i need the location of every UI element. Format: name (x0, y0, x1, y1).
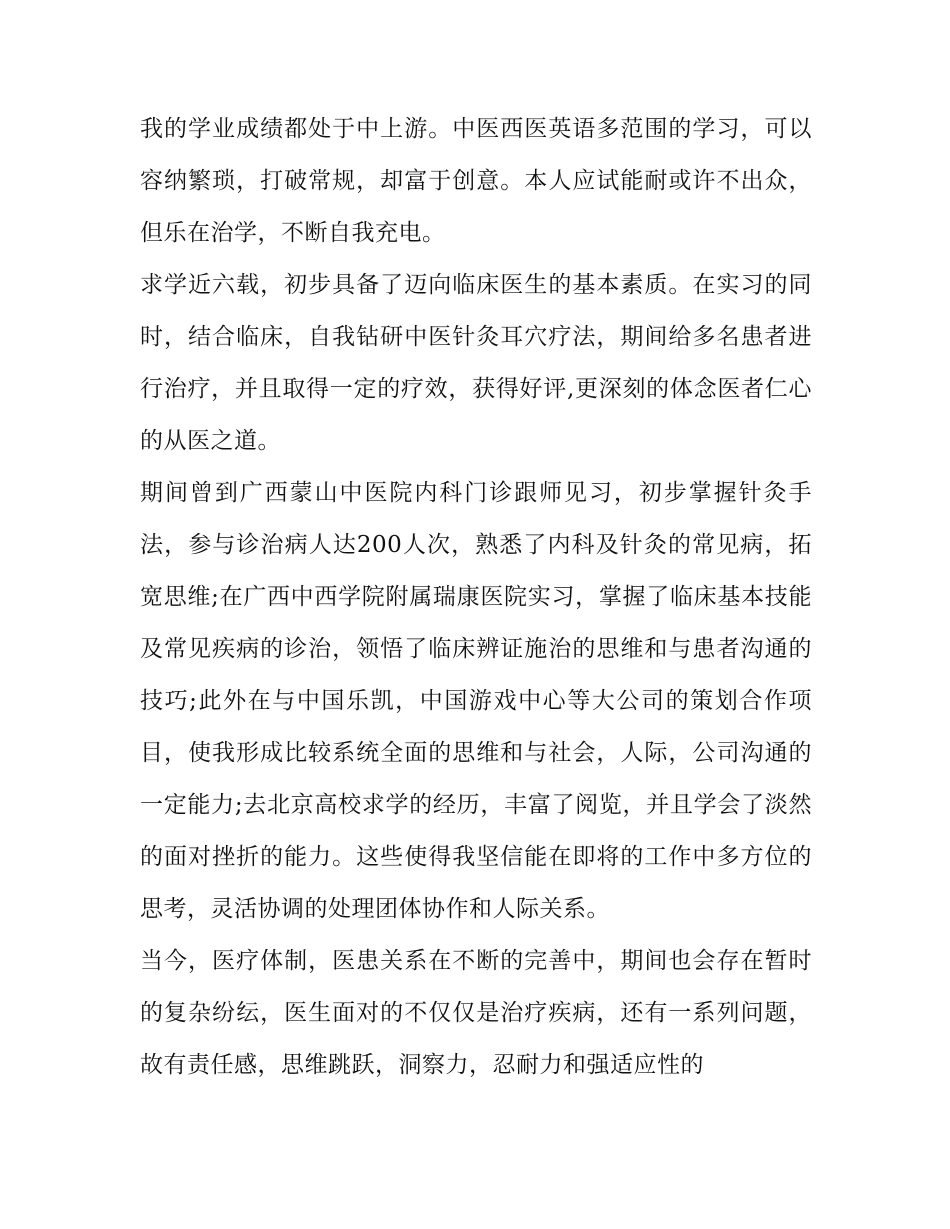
document-body (140, 103, 812, 1091)
paragraph-2: 求学近六载，初步具备了迈向临床医生的基本素质。在实习的同时，结合临床，自我钻研中医针灸耳穴疗法，期间给多名患者进行治疗，并且取得一定的疗效，获得好评,更深刻的体念医者仁心的从医之道。 (140, 272, 812, 454)
paragraph-3: 期间曾到广西蒙山中医院内科门诊跟师见习，初步掌握针灸手法，参与诊治病人达200人次，熟悉了内科及针灸的常见病，拓宽思维;在广西中西学院附属瑞康医院实习，掌握了临床基本技能及常见疾病的诊治，领悟了临床辨证施治的思维和与患者沟通的技巧;此外在与中国乐凯，中国游戏中心等大公司的策划合作项目，使我形成比较系统全面的思维和与社会，人际，公司沟通的一定能力;去北京高校求学的经历，丰富了阅览，并且学会了淡然的面对挫折的能力。这些使得我坚信能在即将的工作中多方位的思考，灵活协调的处理团体协作和人际关系。 (140, 480, 812, 922)
paragraph-1: 我的学业成绩都处于中上游。中医西医英语多范围的学习，可以容纳繁琐，打破常规，却富于创意。本人应试能耐或许不出众，但乐在治学，不断自我充电。 (140, 116, 812, 246)
paragraph-4: 当今，医疗体制，医患关系在不断的完善中，期间也会存在暂时的复杂纷纭，医生面对的不仅仅是治疗疾病，还有一系列问题，故有责任感，思维跳跃，洞察力，忍耐力和强适应性的 (140, 948, 812, 1078)
